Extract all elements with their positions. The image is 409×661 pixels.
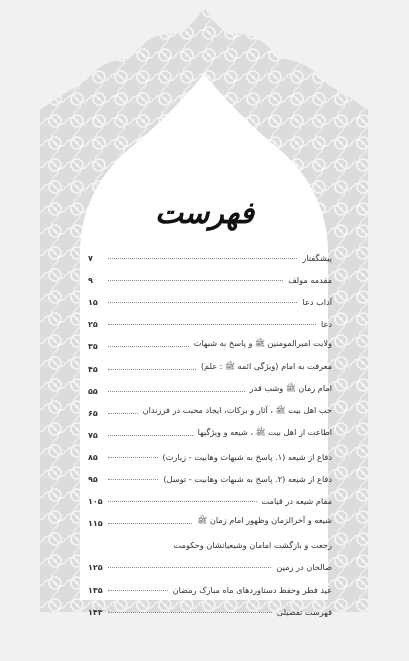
toc-entry[interactable]	[88, 285, 332, 307]
table-of-contents	[88, 241, 332, 617]
toc-entry[interactable]	[88, 528, 332, 550]
toc-entry-label: حب اهل بیت ﷺ ، آثار و برکات، ایجاد محبت در فرزندان	[142, 404, 332, 415]
toc-entry-label: دعا	[320, 319, 332, 330]
toc-entry-label: ولایت امیرالمومنین ﷺ و پاسخ به شبهات	[193, 338, 332, 349]
toc-entry-page-number: ۷	[88, 254, 93, 264]
toc-entry-label: امام زمان ﷺ وشب قدر	[249, 382, 332, 393]
toc-entry[interactable]	[88, 484, 332, 506]
dot-leader	[108, 523, 192, 524]
page-title: فهرست	[154, 196, 255, 231]
dot-leader	[108, 324, 316, 325]
toc-entry-page-number: ۷۵	[88, 430, 98, 440]
dot-leader	[108, 435, 193, 436]
toc-entry-page-number: ۶۵	[88, 408, 98, 418]
toc-entry-label: رجعت و بازگشت امامان وشیعیانشان وحکومت	[173, 540, 332, 551]
toc-entry[interactable]	[88, 572, 332, 594]
toc-entry-page-number: ۹۵	[88, 475, 98, 485]
toc-entry[interactable]	[88, 418, 332, 440]
toc-entry-label: فهرست تفصیلی	[276, 606, 332, 617]
toc-entry-label: عید فطر وحفظ دستاوردهای ماه مبارک رمضان	[172, 584, 332, 595]
toc-entry-page-number: ۲۵	[88, 320, 98, 330]
toc-entry-label: آداب دعا	[302, 297, 332, 308]
toc-entry[interactable]	[88, 329, 332, 351]
toc-entry-page-number: ۹	[88, 276, 93, 286]
toc-entry-page-number: ۱۴۳	[88, 607, 103, 617]
toc-entry[interactable]	[88, 462, 332, 484]
toc-entry[interactable]	[88, 595, 332, 617]
dot-leader	[108, 457, 158, 458]
dot-leader	[108, 258, 297, 259]
dot-leader	[108, 590, 168, 591]
toc-entry[interactable]	[88, 550, 332, 572]
dot-leader	[108, 391, 245, 392]
toc-entry[interactable]	[88, 307, 332, 329]
dot-leader	[108, 612, 272, 613]
toc-entry-label: صالحان در زمین	[276, 562, 332, 573]
dot-leader	[108, 501, 257, 502]
toc-entry-label: دفاع از شیعه (۱. پاسخ به شبهات وهابیت - زیارت)	[162, 451, 332, 462]
toc-entry[interactable]	[88, 263, 332, 285]
dot-leader	[108, 567, 271, 568]
toc-entry[interactable]	[88, 396, 332, 418]
toc-entry-label: معرفت به امام (ویژگی ائمه ﷺ : علم)	[200, 360, 332, 371]
toc-entry-label: شیعه و آخرالزمان وظهور امام زمان ﷺ	[197, 515, 332, 526]
toc-entry-page-number: ۱۳۵	[88, 585, 103, 595]
toc-entry[interactable]	[88, 241, 332, 263]
toc-entry-page-number: ۳۵	[88, 342, 98, 352]
toc-entry-label: اطاعت از اهل بیت ﷺ ، شیعه و ویژگیها	[197, 426, 332, 437]
toc-entry[interactable]	[88, 351, 332, 373]
toc-entry[interactable]	[88, 440, 332, 462]
toc-entry-page-number: ۱۱۵	[88, 519, 103, 529]
dot-leader	[108, 369, 196, 370]
dot-leader	[108, 479, 158, 480]
toc-entry[interactable]	[88, 374, 332, 396]
dot-leader	[108, 346, 189, 347]
toc-entry-page-number: ۱۰۵	[88, 497, 103, 507]
toc-entry-label: دفاع از شیعه (۲. پاسخ به شبهات وهابیت - توسل)	[163, 474, 332, 485]
toc-entry-page-number: ۱۲۵	[88, 563, 103, 573]
toc-entry-page-number: ۱۵	[88, 298, 98, 308]
toc-entry-label: پیشگفتار	[302, 253, 332, 264]
toc-entry-page-number: ۸۵	[88, 452, 98, 462]
toc-entry-label: مقام شیعه در قیامت	[261, 496, 332, 507]
toc-entry-page-number: ۴۵	[88, 364, 98, 374]
toc-entry-page-number: ۵۵	[88, 386, 98, 396]
dot-leader	[108, 280, 283, 281]
dot-leader	[108, 413, 138, 414]
toc-entry[interactable]	[88, 506, 332, 528]
dot-leader	[108, 302, 297, 303]
toc-entry-label: مقدمه مولف	[288, 275, 332, 286]
